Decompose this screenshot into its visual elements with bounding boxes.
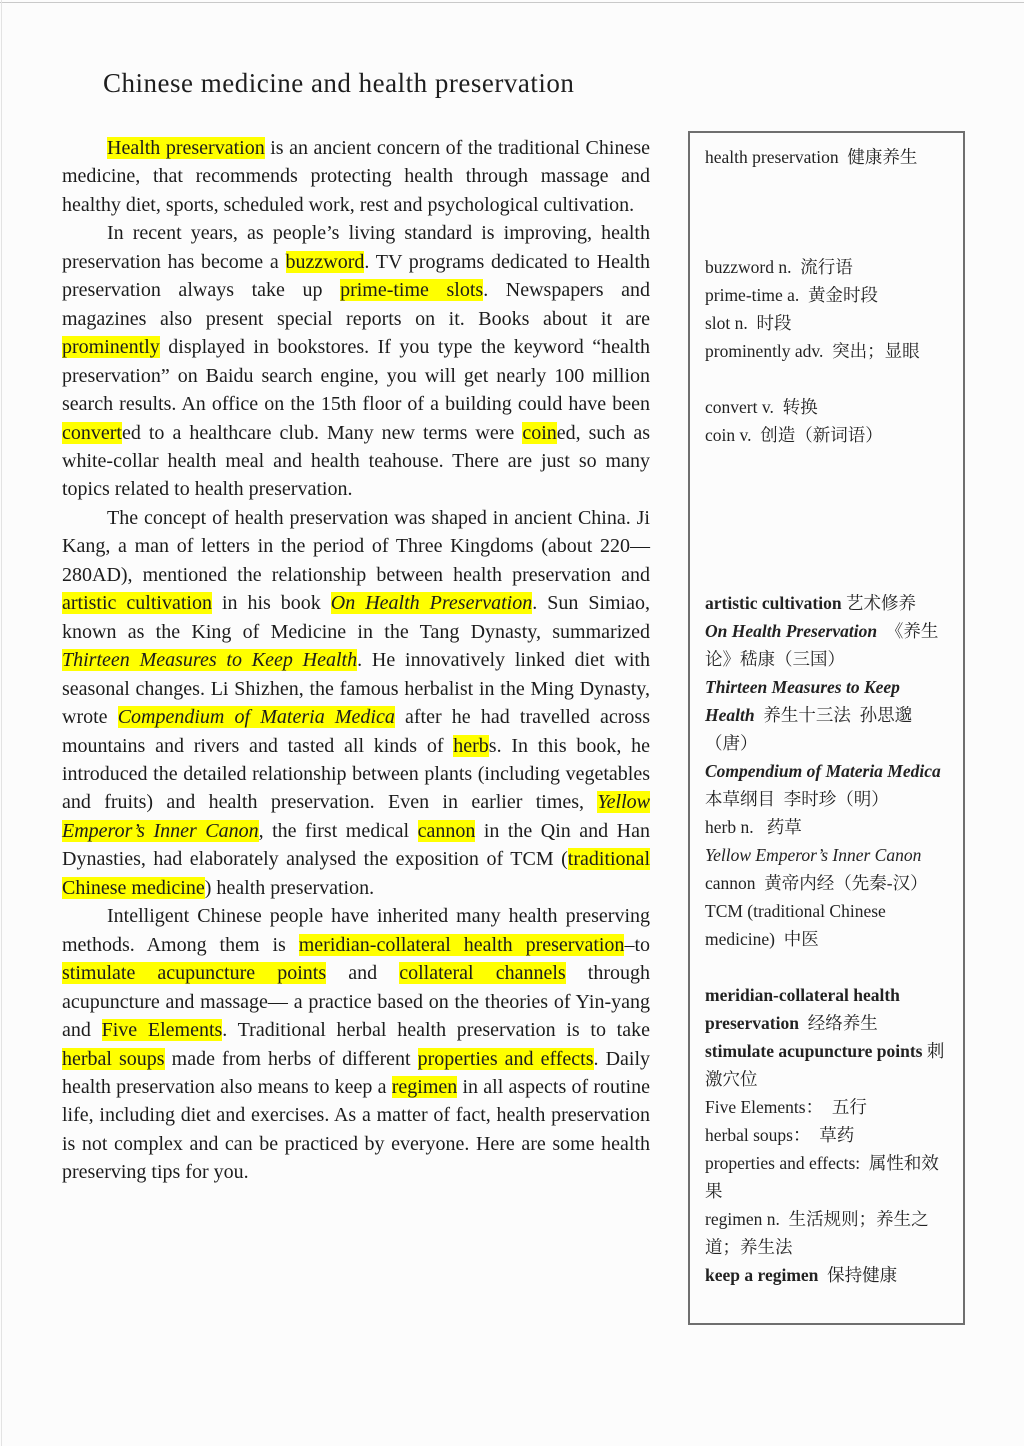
text-run: . Newspapers and magazines also present special reports on it. Books about it are: [62, 279, 651, 330]
highlighted-term: prime-time slots: [340, 279, 484, 302]
text-run: 《养生论》嵇康（三国）: [705, 621, 939, 669]
vocab-entry: [705, 897, 949, 953]
vocab-entry: [705, 981, 949, 1037]
text-run: ed, such as white-collar health meal and health teahouse. There are just so many topics related to health preservation.: [62, 421, 650, 501]
text-run: stimulate acupuncture points: [705, 1041, 923, 1061]
text-run: artistic cultivation: [705, 593, 842, 613]
vocab-entry: [705, 1261, 949, 1289]
text-run: is an ancient concern of the traditional Chinese medicine, that recommends protecting health through massage and healthy diet, sports, scheduled work, rest and psychological cultivation.: [62, 137, 650, 216]
text-run: 刺激穴位: [705, 1041, 945, 1089]
text-run: 保持健康: [818, 1265, 898, 1285]
text-run: TCM (traditional Chinese medicine) 中医: [705, 901, 891, 949]
text-run: and: [326, 962, 400, 985]
text-run: displayed in bookstores. If you type the keyword “health preservation” on Baidu search engine, you will get nearly 100 million search results. An office on the 15th floor of a building could have been: [62, 336, 650, 416]
text-run: . Traditional herbal health preservation is to take: [222, 1019, 650, 1042]
paragraph: [62, 219, 650, 504]
text-run: in his book: [211, 592, 331, 615]
text-run: Compendium of Materia Medica: [705, 761, 941, 781]
vocab-entry: [705, 253, 949, 281]
vocab-entry: [705, 589, 949, 617]
highlighted-term: Health preservation: [107, 137, 265, 159]
highlighted-term: herb: [453, 734, 489, 757]
vocab-entry: [705, 1121, 949, 1149]
text-run: , the first medical: [258, 819, 418, 842]
highlighted-term: Yellow Emperor’s Inner Canon: [62, 791, 650, 842]
highlighted-term: buzzword: [285, 250, 365, 273]
vocab-entry: [705, 617, 949, 673]
text-run: in all aspects of routine life, including diet and exercises. As a matter of fact, health preservation is not complex and can be practiced by everyone. Here are some health preserving tips for you.: [62, 1075, 650, 1184]
text-run: 经络养生: [798, 1013, 878, 1033]
text-run: after he had travelled across mountains and rivers and tasted all kinds of: [62, 706, 651, 757]
page-title: Chinese medicine and health preservation: [103, 68, 575, 98]
text-run: meridian-collateral health preservation: [705, 985, 905, 1033]
text-run: convert v. 转换: [705, 397, 818, 417]
page-left-edge: [1, 0, 2, 1446]
text-run: In recent years, as people’s living standard is improving, health preservation has become a: [62, 222, 650, 273]
article-body: [62, 134, 650, 1187]
text-run: Yellow Emperor’s Inner Canon: [705, 845, 922, 865]
text-run: . Daily health preservation also means to keep a: [62, 1047, 651, 1098]
highlighted-term: Five Elements: [101, 1019, 223, 1042]
vocab-entry: [705, 393, 949, 421]
text-run: coin v. 创造（新词语）: [705, 425, 883, 445]
text-run: s. In this book, he introduced the detailed relationship between plants (including vegetables and fruits) and health preservation. Even in earlier times,: [62, 734, 651, 814]
text-run: prime-time a. 黄金时段: [705, 285, 879, 305]
text-run: health preservation 健康养生: [705, 147, 918, 167]
highlighted-term: artistic cultivation: [62, 592, 212, 615]
highlighted-term: prominently: [62, 336, 160, 359]
text-run: buzzword n. 流行语: [705, 257, 853, 277]
text-run: 艺术修养: [841, 593, 916, 613]
text-run: made from herbs of different: [164, 1047, 418, 1070]
vocab-group: [705, 143, 949, 171]
text-run: herbal soups： 草药: [705, 1125, 855, 1145]
text-run: regimen n. 生活规则；养生之道；养生法: [705, 1209, 929, 1257]
text-run: Five Elements： 五行: [705, 1097, 867, 1117]
vocab-entry: [705, 337, 949, 365]
text-run: Thirteen Measures to Keep Health: [705, 677, 905, 725]
text-run: . He innovatively linked diet with seasonal changes. Li Shizhen, the famous herbalist in the Ming Dynasty, wrote: [62, 649, 650, 729]
text-run: –to: [624, 933, 650, 956]
vocab-entry: [705, 1205, 949, 1261]
vocab-entry: [705, 309, 949, 337]
paragraph: [62, 134, 650, 219]
vocab-entry: [705, 1149, 949, 1205]
text-run: ) health preservation.: [204, 876, 375, 899]
text-run: keep a regimen: [705, 1265, 819, 1285]
vocab-entry: [705, 813, 949, 841]
vocab-entry: [705, 841, 949, 897]
text-run: . Sun Simiao, known as the King of Medicine in the Tang Dynasty, summarized: [62, 592, 650, 643]
vocab-group: [705, 981, 949, 1289]
text-run: herb n. 药草: [705, 817, 802, 837]
text-run: ed to a healthcare club. Many new terms were: [121, 421, 523, 444]
vocab-entry: [705, 421, 949, 449]
highlighted-term: traditional Chinese medicine: [62, 848, 650, 899]
paragraph: [62, 504, 650, 902]
text-run: The concept of health preservation was shaped in ancient China. Ji Kang, a man of letters in the period of Three Kingdoms (about 220—280AD), mentioned the relationship between health preservation and: [62, 506, 650, 586]
highlighted-term: meridian-collateral health preservation: [298, 933, 625, 956]
highlighted-term: stimulate acupuncture points: [62, 962, 327, 985]
highlighted-term: convert: [62, 421, 122, 444]
text-run: . TV programs dedicated to Health preservation always take up: [62, 250, 651, 302]
vocab-group: [705, 253, 949, 365]
highlighted-term: On Health Preservation: [330, 592, 533, 615]
highlighted-term: regimen: [391, 1075, 458, 1098]
vocab-entry: [705, 281, 949, 309]
vocab-entry: [705, 673, 949, 757]
vocab-entry: [705, 757, 949, 813]
vocab-entry: [705, 143, 949, 171]
highlighted-term: coin: [522, 421, 557, 444]
text-run: cannon 黄帝内经（先秦-汉）: [705, 845, 928, 893]
highlighted-term: Compendium of Materia Medica: [117, 706, 395, 729]
highlighted-term: collateral channels: [399, 962, 566, 985]
text-run: properties and effects: 属性和效果: [705, 1153, 939, 1201]
highlighted-term: herbal soups: [62, 1047, 165, 1070]
vocab-entry: [705, 1037, 949, 1093]
vocab-entry: [705, 1093, 949, 1121]
text-run: in the Qin and Han Dynasties, had elaborately analysed the exposition of TCM (: [62, 819, 650, 871]
text-run: 养生十三法 孙思邈（唐）: [705, 705, 913, 753]
paragraph: [62, 902, 650, 1187]
vocab-group: [705, 589, 949, 953]
text-run: prominently adv. 突出；显眼: [705, 341, 920, 361]
text-run: On Health Preservation: [705, 621, 878, 641]
text-run: slot n. 时段: [705, 313, 792, 333]
page-top-edge: [0, 2, 1024, 3]
text-run: Intelligent Chinese people have inherited many health preserving methods. Among them is: [62, 905, 650, 956]
vocab-sidebar: [688, 131, 965, 1325]
highlighted-term: properties and effects: [417, 1047, 594, 1070]
vocab-group: [705, 393, 949, 449]
highlighted-term: cannon: [417, 819, 476, 842]
text-run: 本草纲目 李时珍（明）: [705, 761, 946, 809]
highlighted-term: Thirteen Measures to Keep Health: [62, 649, 358, 672]
text-run: through acupuncture and massage— a practice based on the theories of Yin-yang and: [62, 962, 650, 1042]
